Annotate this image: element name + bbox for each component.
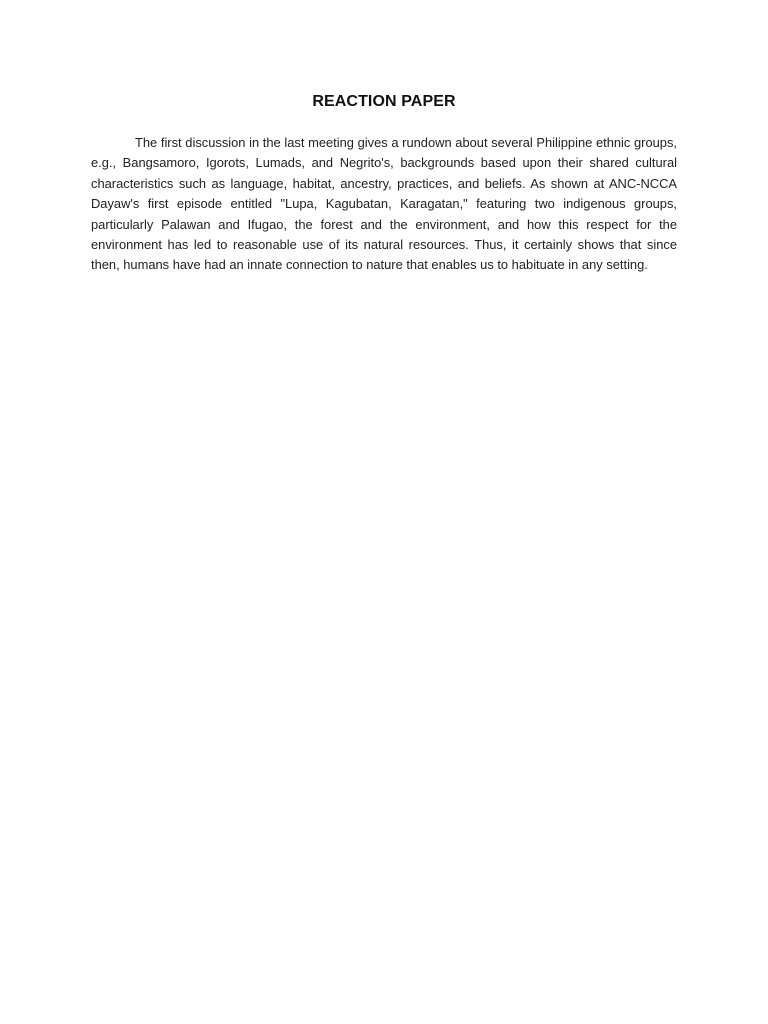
document-title: REACTION PAPER xyxy=(312,93,456,110)
body-paragraph: The first discussion in the last meeting gives a rundown about several Philippine ethnic groups, e.g., Bangsamoro, Igorots, Lumads, and Negrito's, backgrounds based upon their shared cultural characteristics such as language, habitat, ancestry, practices, and beliefs. As shown at ANC-NCCA Dayaw's first episode entitled "Lupa, Kagubatan, Karagatan," featuring two indigenous groups, particularly Palawan and Ifugao, the forest and the environment, and how this respect for the environment has led to reasonable use of its natural resources. Thus, it certainly shows that since then, humans have had an innate connection to nature that enables us to habituate in any setting. xyxy=(91,135,677,273)
